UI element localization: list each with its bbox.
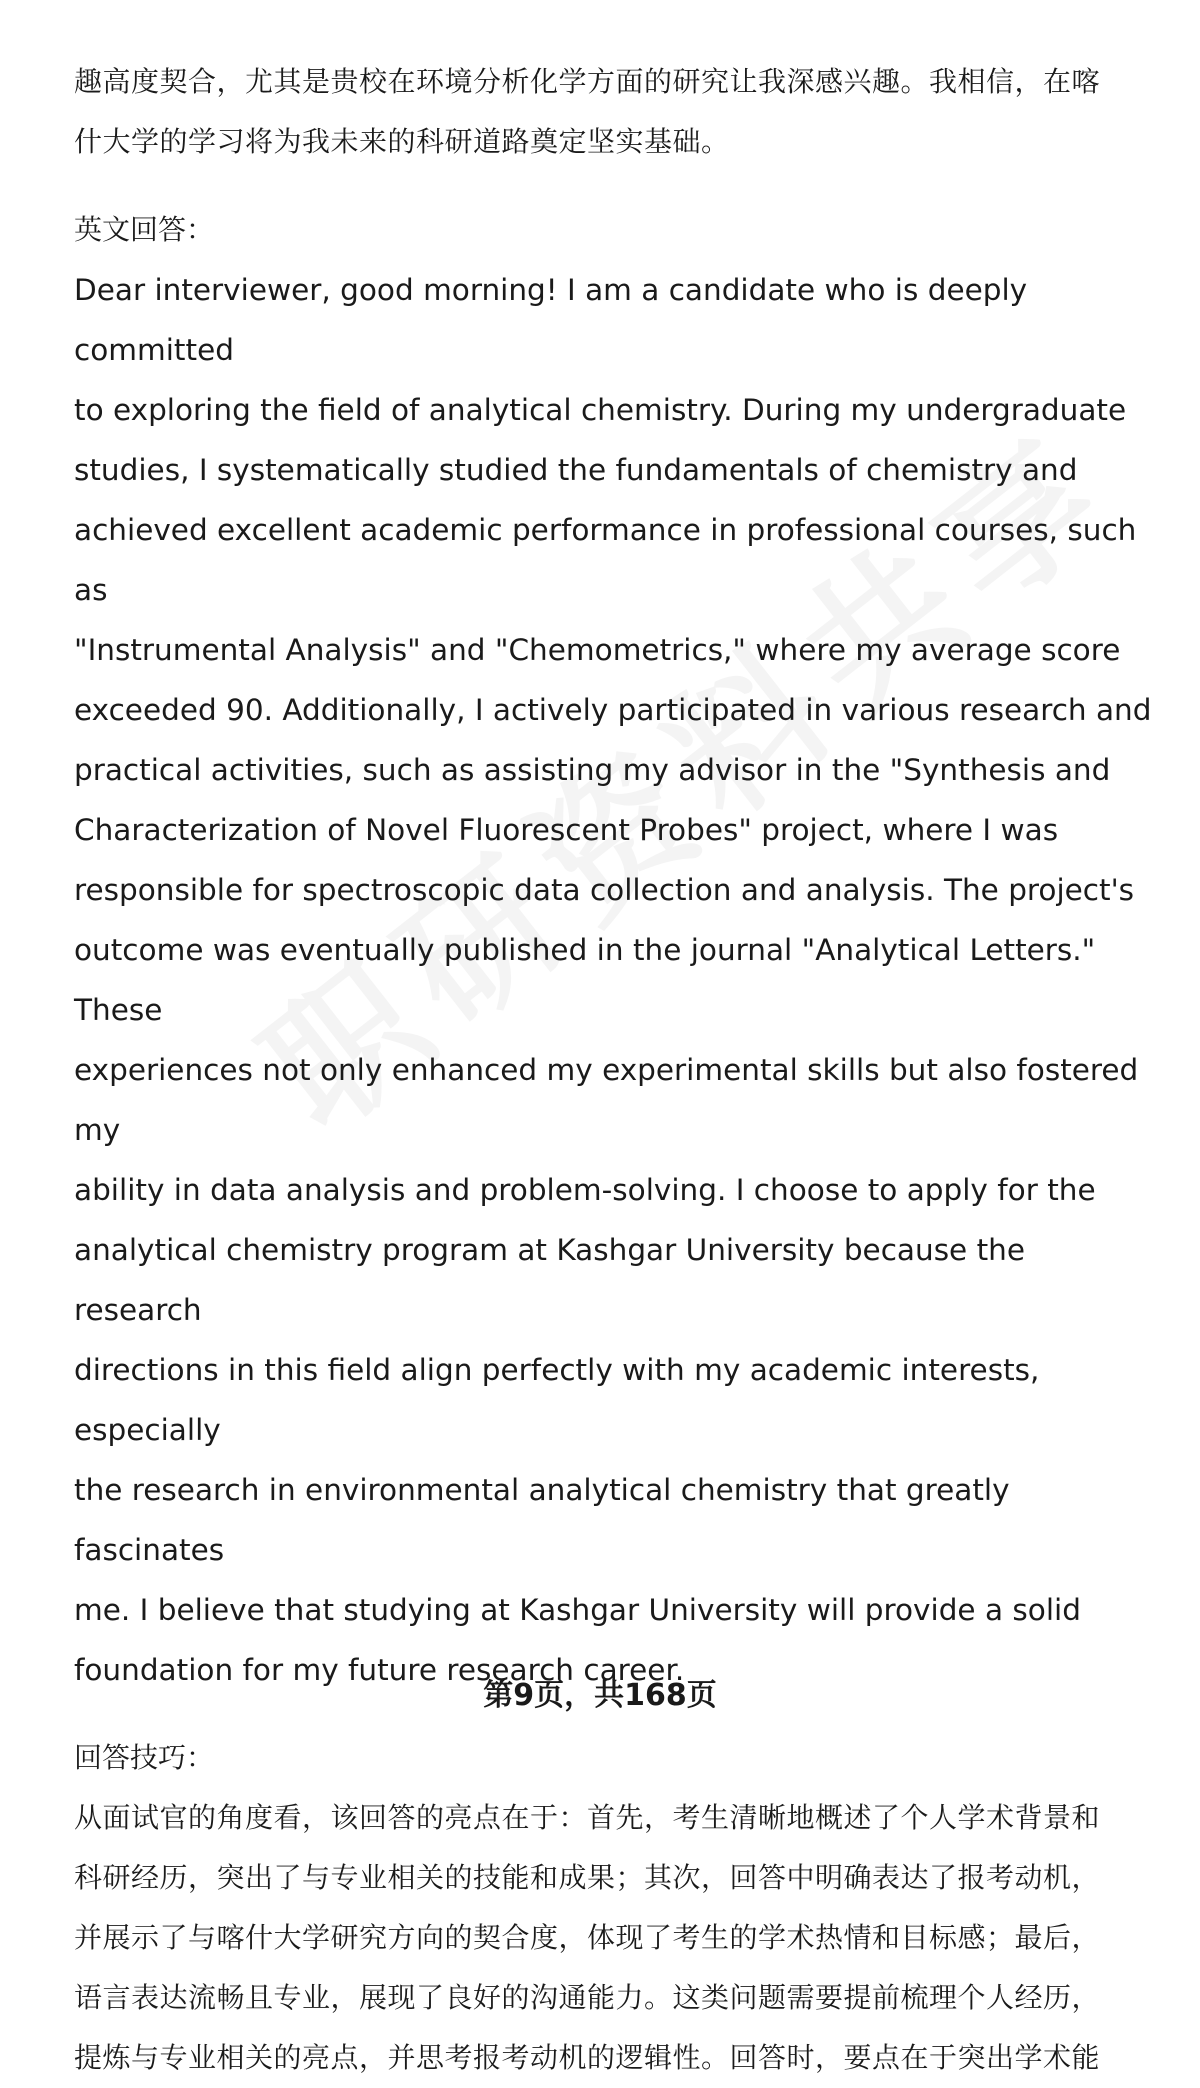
english-line: ability in data analysis and problem-solving. I choose to apply for the bbox=[74, 1173, 1096, 1207]
intro-line: 什大学的学习将为我未来的科研道路奠定坚实基础。 bbox=[74, 125, 730, 158]
english-line: Dear interviewer, good morning! I am a candidate who is deeply committed bbox=[74, 273, 1028, 367]
intro-line: 趣高度契合，尤其是贵校在环境分析化学方面的研究让我深感兴趣。我相信，在喀 bbox=[74, 65, 1101, 98]
document-page bbox=[74, 52, 1154, 2088]
english-line: the research in environmental analytical chemistry that greatly fascinates bbox=[74, 1473, 1010, 1567]
english-line: foundation for my future research career. bbox=[74, 1653, 685, 1687]
answer-tips-paragraph bbox=[74, 1788, 1154, 2088]
page-number-footer: 第9页，共168页 bbox=[483, 1678, 717, 1713]
english-line: exceeded 90. Additionally, I actively participated in various research and bbox=[74, 693, 1152, 727]
intro-paragraph bbox=[74, 52, 1154, 172]
tips-line: 语言表达流畅且专业，展现了良好的沟通能力。这类问题需要提前梳理个人经历， bbox=[74, 1981, 1101, 2014]
english-line: responsible for spectroscopic data collection and analysis. The project's bbox=[74, 873, 1135, 907]
english-line: outcome was eventually published in the journal "Analytical Letters." These bbox=[74, 933, 1096, 1027]
tips-line: 从面试官的角度看，该回答的亮点在于：首先，考生清晰地概述了个人学术背景和 bbox=[74, 1801, 1101, 1834]
tips-line: 科研经历，突出了与专业相关的技能和成果；其次，回答中明确表达了报考动机， bbox=[74, 1861, 1101, 1894]
english-line: analytical chemistry program at Kashgar University because the research bbox=[74, 1233, 1026, 1327]
english-line: experiences not only enhanced my experimental skills but also fostered my bbox=[74, 1053, 1139, 1147]
english-line: practical activities, such as assisting my advisor in the "Synthesis and bbox=[74, 753, 1111, 787]
english-line: studies, I systematically studied the fundamentals of chemistry and bbox=[74, 453, 1078, 487]
english-answer-heading: 英文回答： bbox=[74, 213, 215, 246]
english-line: directions in this field align perfectly with my academic interests, especially bbox=[74, 1353, 1040, 1447]
tips-line: 并展示了与喀什大学研究方向的契合度，体现了考生的学术热情和目标感；最后， bbox=[74, 1921, 1101, 1954]
tips-line: 提炼与专业相关的亮点，并思考报考动机的逻辑性。回答时，要点在于突出学术能 bbox=[74, 2041, 1101, 2074]
english-line: me. I believe that studying at Kashgar University will provide a solid bbox=[74, 1593, 1081, 1627]
english-answer-paragraph bbox=[74, 260, 1154, 1700]
english-line: Characterization of Novel Fluorescent Probes" project, where I was bbox=[74, 813, 1059, 847]
english-line: "Instrumental Analysis" and "Chemometrics," where my average score bbox=[74, 633, 1121, 667]
english-line: to exploring the field of analytical chemistry. During my undergraduate bbox=[74, 393, 1127, 427]
english-line: achieved excellent academic performance in professional courses, such as bbox=[74, 513, 1137, 607]
answer-tips-heading: 回答技巧： bbox=[74, 1741, 215, 1774]
